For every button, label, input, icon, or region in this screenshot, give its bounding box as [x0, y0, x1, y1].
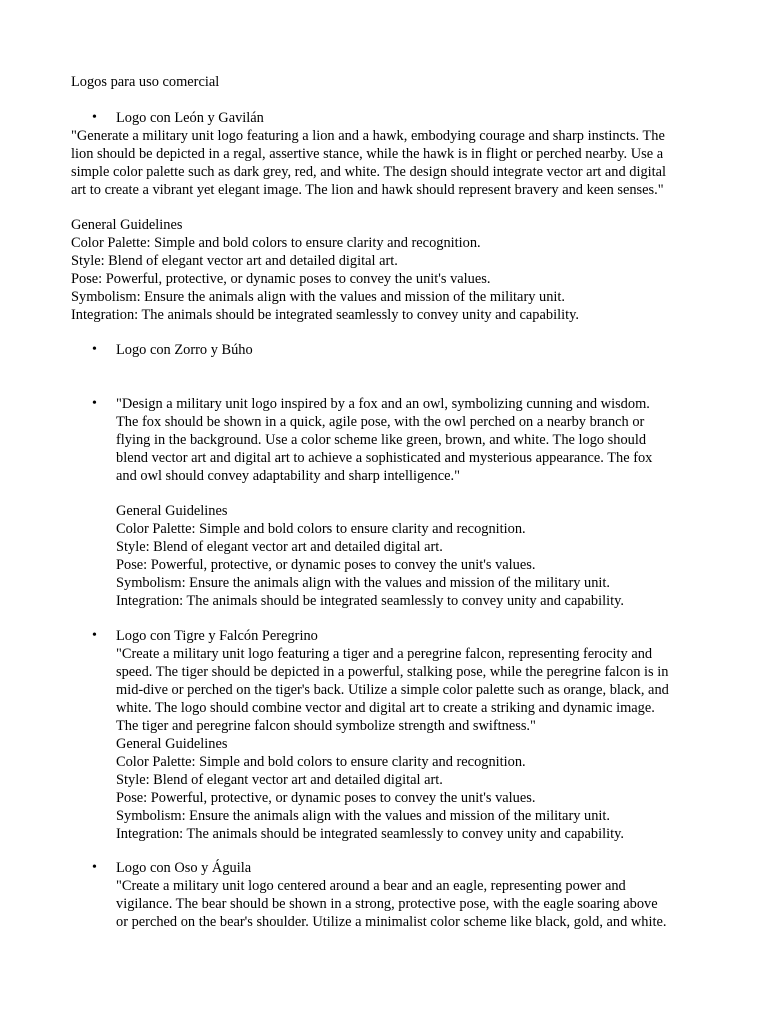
guideline-line: Pose: Powerful, protective, or dynamic poses to convey the unit's values. — [71, 271, 491, 287]
bullet-icon: • — [92, 628, 97, 643]
prompt-line: flying in the background. Use a color scheme like green, brown, and white. The logo should — [116, 432, 647, 448]
guideline-line: Style: Blend of elegant vector art and detailed digital art. — [116, 539, 443, 555]
section-heading: Logo con Tigre y Falcón Peregrino — [116, 628, 318, 644]
prompt-line: blend vector art and digital art to achieve a sophisticated and mysterious appearance. The fox — [116, 450, 653, 466]
guideline-line: Style: Blend of elegant vector art and detailed digital art. — [71, 253, 398, 269]
prompt-line: or perched on the bear's shoulder. Utilize a minimalist color scheme like black, gold, and white. — [116, 914, 667, 930]
guideline-line: Pose: Powerful, protective, or dynamic poses to convey the unit's values. — [116, 790, 536, 806]
guidelines-heading: General Guidelines — [116, 503, 228, 519]
guideline-line: Symbolism: Ensure the animals align with the values and mission of the military unit. — [116, 575, 611, 591]
section-tiger-falcon — [116, 627, 716, 843]
prompt-line: speed. The tiger should be depicted in a powerful, stalking pose, while the peregrine falcon is in — [116, 664, 669, 680]
guideline-line: Color Palette: Simple and bold colors to ensure clarity and recognition. — [116, 521, 526, 537]
section-heading-lion-hawk: Logo con León y Gavilán — [116, 110, 264, 126]
section-heading-fox-owl: Logo con Zorro y Búho — [116, 342, 253, 358]
guideline-line: Pose: Powerful, protective, or dynamic poses to convey the unit's values. — [116, 557, 536, 573]
bullet-icon: • — [92, 396, 97, 411]
bullet-icon: • — [92, 110, 97, 125]
prompt-line: The fox should be shown in a quick, agile pose, with the owl perched on a nearby branch or — [116, 414, 645, 430]
section-bear-eagle — [116, 859, 716, 931]
prompt-line: and owl should convey adaptability and sharp intelligence." — [116, 468, 460, 484]
guideline-line: Integration: The animals should be integrated seamlessly to convey unity and capability. — [71, 307, 579, 323]
prompt-line: art to create a vibrant yet elegant image. The lion and hawk should represent bravery and keen senses." — [71, 182, 664, 198]
guideline-line: Color Palette: Simple and bold colors to ensure clarity and recognition. — [71, 235, 481, 251]
prompt-line: vigilance. The bear should be shown in a strong, protective pose, with the eagle soaring above — [116, 896, 658, 912]
prompt-line: mid-dive or perched on the tiger's back. Utilize a simple color palette such as orange, black, and — [116, 682, 669, 698]
guideline-line: Symbolism: Ensure the animals align with the values and mission of the military unit. — [116, 808, 611, 824]
guideline-line: Integration: The animals should be integrated seamlessly to convey unity and capability. — [116, 826, 624, 842]
guideline-line: Symbolism: Ensure the animals align with the values and mission of the military unit. — [71, 289, 566, 305]
prompt-line: simple color palette such as dark grey, red, and white. The design should integrate vector art and digital — [71, 164, 667, 180]
guidelines-heading: General Guidelines — [116, 736, 228, 752]
guidelines-heading: General Guidelines — [71, 217, 183, 233]
prompt-line: "Generate a military unit logo featuring a lion and a hawk, embodying courage and sharp instincts. The — [71, 128, 665, 144]
guidelines-fox-owl — [116, 502, 716, 610]
bullet-icon: • — [92, 342, 97, 357]
prompt-line: "Create a military unit logo featuring a tiger and a peregrine falcon, representing ferocity and — [116, 646, 653, 662]
prompt-line: white. The logo should combine vector and digital art to create a striking and dynamic image. — [116, 700, 655, 716]
guideline-line: Color Palette: Simple and bold colors to ensure clarity and recognition. — [116, 754, 526, 770]
prompt-line: "Create a military unit logo centered around a bear and an eagle, representing power and — [116, 878, 626, 894]
prompt-fox-owl — [116, 395, 716, 485]
guideline-line: Integration: The animals should be integrated seamlessly to convey unity and capability. — [116, 593, 624, 609]
section-heading: Logo con Oso y Águila — [116, 860, 252, 876]
prompt-lion-hawk — [71, 127, 711, 199]
prompt-line: lion should be depicted in a regal, assertive stance, while the hawk is in flight or perched nearby. Use a — [71, 146, 664, 162]
guideline-line: Style: Blend of elegant vector art and detailed digital art. — [116, 772, 443, 788]
document-title: Logos para uso comercial — [71, 74, 220, 90]
prompt-line: The tiger and peregrine falcon should symbolize strength and swiftness." — [116, 718, 536, 734]
bullet-icon: • — [92, 860, 97, 875]
prompt-line: "Design a military unit logo inspired by a fox and an owl, symbolizing cunning and wisdom. — [116, 396, 650, 412]
guidelines-lion-hawk — [71, 216, 711, 324]
